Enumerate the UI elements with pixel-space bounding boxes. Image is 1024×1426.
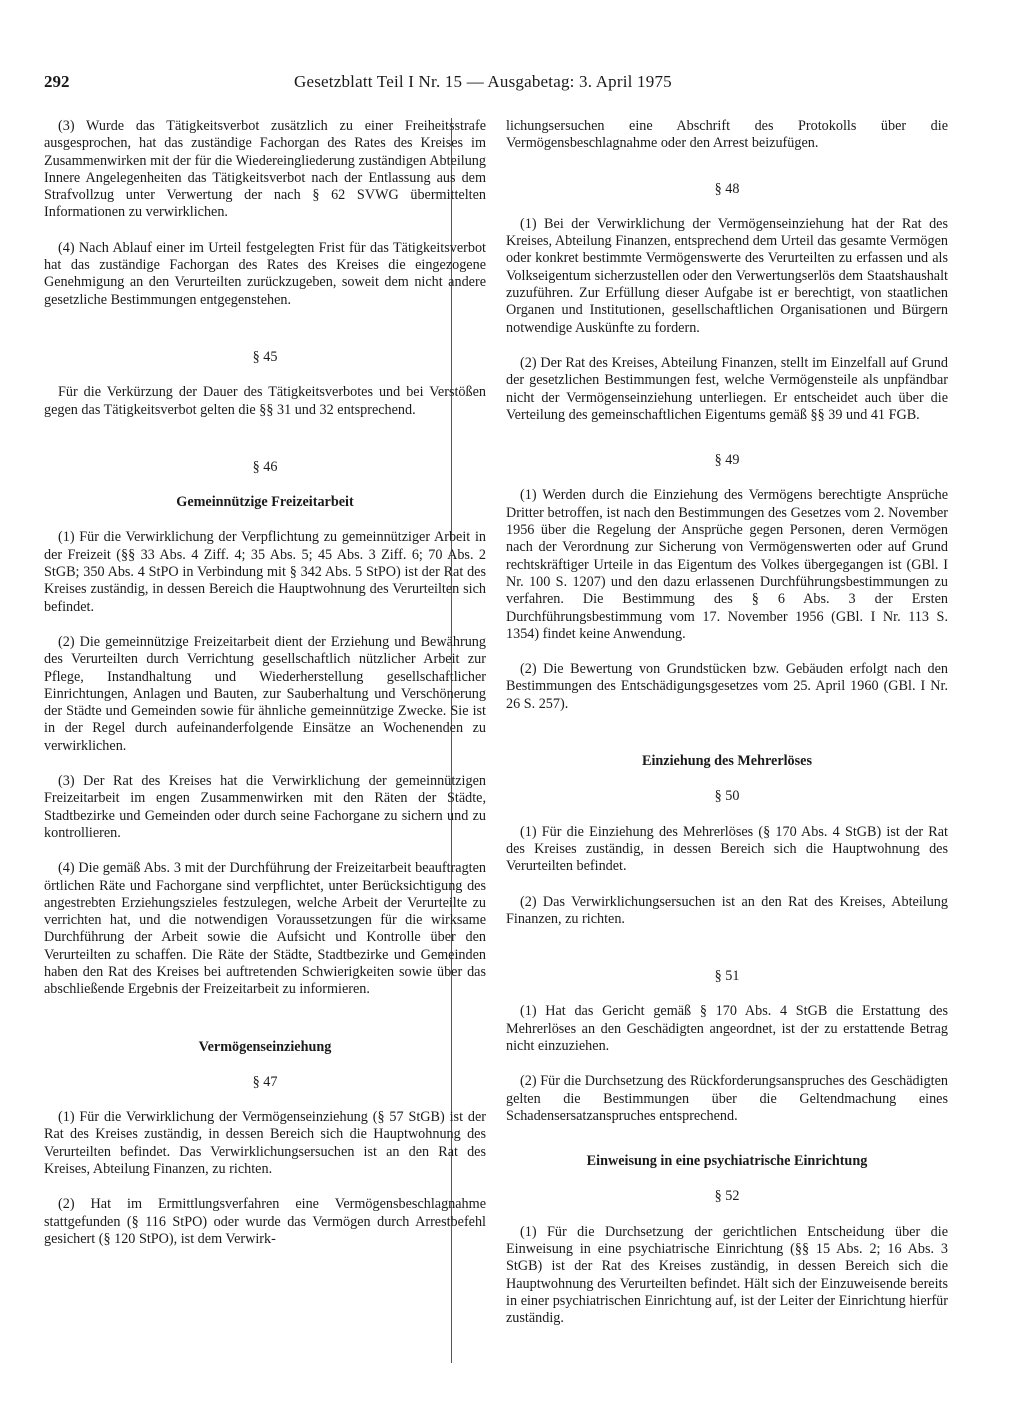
paragraph: (1) Für die Einziehung des Mehrerlöses (§ 170 Abs. 4 StGB) ist der Rat des Kreises zuständig, in dessen Bereich sich die Hauptwohnung des Verurteilten befindet. [506, 823, 948, 875]
paragraph: (2) Hat im Ermittlungsverfahren eine Vermögensbeschlagnahme stattgefunden (§ 116 StPO) oder wurde das Vermögen durch Arrestbefehl gesichert (§ 120 StPO), ist dem Verwirk- [44, 1196, 486, 1247]
section-number: § 50 [714, 788, 740, 805]
paragraph: (2) Für die Durchsetzung des Rückforderungsanspruches des Geschädigten gelten die Bestimmungen über die Geltendmachung eines Schadensersatzanspruches entsprechend. [506, 1073, 948, 1124]
section-number: § 47 [252, 1073, 278, 1090]
paragraph: (2) Die Bewertung von Grundstücken bzw. Gebäuden erfolgt nach den Bestimmungen des Entschädigungsgesetzes vom 25. April 1960 (GBl. I Nr. 26 S. 257). [506, 661, 948, 712]
section-heading: Gemeinnützige Freizeitarbeit [176, 494, 354, 511]
running-title: Gesetzblatt Teil I Nr. 15 — Ausgabetag: 3. April 1975 [294, 72, 672, 91]
section-number: § 51 [714, 968, 740, 985]
paragraph: (2) Die gemeinnützige Freizeitarbeit dient der Erziehung und Bewährung des Verurteilten durch Verrichtung gesellschaftlich nützlicher Arbeit zur Pflege, Instandhaltung und Wiederherstellung gesellschaftlicher Einrichtungen, Anlagen und Bauten, zur Sauberhaltung und Verschönerung der Städte und Gemeinden sowie für ähnliche gemeinnützige Zwecke. Sie ist in der Regel durch aufeinanderfolgende Einsätze an Wochenenden zu verwirklichen. [44, 633, 486, 754]
paragraph-continuation: lichungsersuchen eine Abschrift des Protokolls über die Vermögensbeschlagnahme oder den Arrest beizufügen. [506, 118, 948, 152]
paragraph: (1) Für die Verwirklichung der Verpflichtung zu gemeinnütziger Arbeit in der Freizeit (§§ 33 Abs. 4 Ziff. 4; 35 Abs. 5; 45 Abs. 3 Ziff. 6; 70 Abs. 2 StGB; 350 Abs. 4 StPO in Verbindung mit § 342 Abs. 5 StPO) ist der Rat des Kreises zuständig, in dessen Bereich die Hauptwohnung des Verurteilten sich befindet. [44, 529, 486, 615]
section-number: § 46 [252, 458, 278, 475]
paragraph: (2) Der Rat des Kreises, Abteilung Finanzen, stellt im Einzelfall auf Grund der gesetzlichen Bestimmungen fest, welche Vermögensteile als unpfändbar nicht der Vermögenseinziehung unterliegen. Er entscheidet auch über die Verteilung des gemeinschaftlichen Eigentums gemäß §§ 39 und 41 FGB. [506, 354, 948, 423]
paragraph: (1) Hat das Gericht gemäß § 170 Abs. 4 StGB die Erstattung des Mehrerlöses an den Geschädigten angeordnet, ist der zu erstattende Betrag nicht einzuziehen. [506, 1003, 948, 1054]
right-column [506, 118, 948, 1328]
paragraph: (3) Wurde das Tätigkeitsverbot zusätzlich zu einer Freiheitsstrafe ausgesprochen, hat das zuständige Fachorgan des Rates des Kreises im Zusammenwirken mit der für die Wiedereingliederung zuständigen Abteilung Innere Angelegenheiten das Tätigkeitsverbot nach der Entlassung aus dem Strafvollzug unter Verwertung der nach § 62 SVWG übermittelten Informationen zu verwirklichen. [44, 118, 486, 221]
paragraph: (1) Für die Durchsetzung der gerichtlichen Entscheidung über die Einweisung in eine psychiatrische Einrichtung (§§ 15 Abs. 2; 16 Abs. 3 StGB) ist der Rat des Kreises zuständig, in dessen Bereich sich die Hauptwohnung des Verurteilten befindet. Hält sich der Einzuweisende bereits in einer psychiatrischen Einrichtung auf, ist der Leiter der Einrichtung hierfür zuständig. [506, 1223, 948, 1327]
section-number: § 48 [714, 180, 740, 197]
page-header [44, 72, 984, 96]
paragraph: Für die Verkürzung der Dauer des Tätigkeitsverbotes und bei Verstößen gegen das Tätigkeitsverbot gelten die §§ 31 und 32 entsprechend. [44, 384, 486, 418]
paragraph: (4) Die gemäß Abs. 3 mit der Durchführung der Freizeitarbeit beauftragten örtlichen Räte und Fachorgane sind verpflichtet, unter Berücksichtigung des angestrebten Erziehungszieles festzulegen, welche Arbeit der Verurteilte zu verrichten hat, und die notwendigen Voraussetzungen für die wirksame Durchführung der Arbeit sowie die Aufsicht und Kontrolle über den Verurteilten zu schaffen. Die Räte der Städte, Stadtbezirke und Gemeinden haben den Rat des Kreises bei auftretenden Schwierigkeiten sowie über das abschließende Ergebnis der Freizeitarbeit zu informieren. [44, 860, 486, 998]
left-column [44, 118, 486, 1248]
paragraph: (3) Der Rat des Kreises hat die Verwirklichung der gemeinnützigen Freizeitarbeit im engen Zusammenwirken mit den Räten der Städte, Stadtbezirke und Gemeinden oder durch seine Fachorgane zu sichern und zu kontrollieren. [44, 773, 486, 841]
paragraph: (4) Nach Ablauf einer im Urteil festgelegten Frist für das Tätigkeitsverbot hat das zuständige Fachorgan des Rates des Kreises die eingezogene Genehmigung an den Verurteilten zurückzugeben, soweit dem nicht andere gesetzliche Bestimmungen entgegenstehen. [44, 239, 486, 308]
section-heading: Einweisung in eine psychiatrische Einrichtung [586, 1153, 868, 1170]
paragraph: (1) Werden durch die Einziehung des Vermögens berechtigte Ansprüche Dritter betroffen, ist nach den Bestimmungen des Gesetzes vom 2. November 1956 über die Regelung der Ansprüche gegen Personen, deren Vermögen nach der Verordnung zur Sicherung von Vermögenswerten oder auf Grund rechtskräftiger Urteile in das Eigentum des Volkes übergegangen ist (GBl. I Nr. 100 S. 1207) und den dazu erlassenen Durchführungsbestimmungen zu verfahren. Die Bestimmung des § 6 Abs. 3 der Ersten Durchführungsbestimmung vom 17. November 1956 (GBl. I Nr. 113 S. 1354) findet keine Anwendung. [506, 487, 948, 642]
paragraph: (1) Bei der Verwirklichung der Vermögenseinziehung hat der Rat des Kreises, Abteilung Finanzen, entsprechend dem Urteil das gesamte Vermögen oder konkret bestimmte Vermögenswerte des Verurteilten zu erfassen und als Volkseigentum sicherzustellen oder den Verwertungserlös dem Staatshaushalt zuzuführen. Zur Erfüllung dieser Aufgabe ist er berechtigt, von staatlichen Organen und Institutionen, gesellschaftlichen Organisationen und Bürgern notwendige Auskünfte zu fordern. [506, 215, 948, 336]
section-number: § 49 [714, 452, 740, 469]
section-number: § 45 [252, 348, 278, 365]
paragraph: (2) Das Verwirklichungsersuchen ist an den Rat des Kreises, Abteilung Finanzen, zu richten. [506, 893, 948, 927]
paragraph: (1) Für die Verwirklichung der Vermögenseinziehung (§ 57 StGB) ist der Rat des Kreises zuständig, in dessen Bereich sich die Hauptwohnung des Verurteilten befindet. Das Verwirklichungsersuchen ist an den Rat des Kreises, Abteilung Finanzen, zu richten. [44, 1109, 486, 1178]
section-number: § 52 [714, 1188, 740, 1205]
page-number: 292 [44, 72, 70, 91]
section-heading: Einziehung des Mehrerlöses [642, 753, 812, 770]
section-heading: Vermögenseinziehung [198, 1038, 332, 1055]
